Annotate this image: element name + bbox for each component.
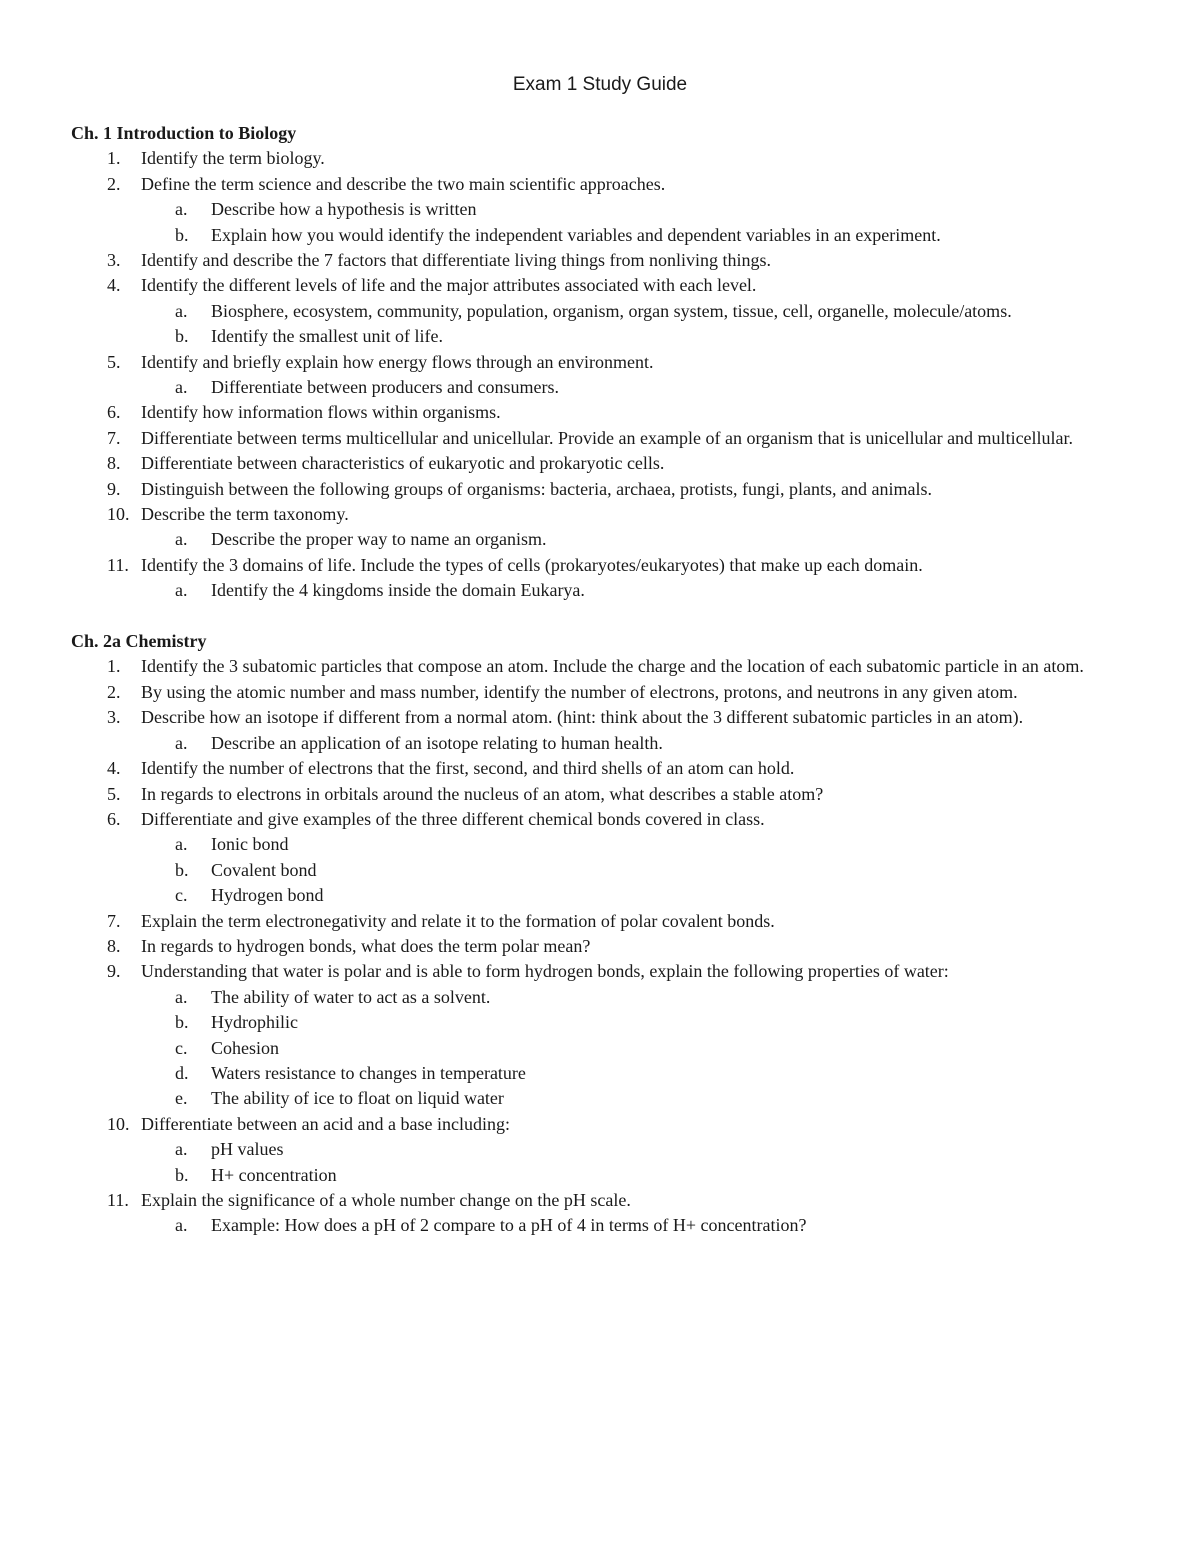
list-item: [71, 451, 1131, 476]
sub-item: [71, 375, 1131, 400]
item-number: 10.: [107, 504, 130, 525]
item-number: 4.: [107, 275, 121, 296]
sub-item-text: pH values: [211, 1139, 284, 1160]
sub-item: [71, 832, 1131, 857]
sub-item-text: Biosphere, ecosystem, community, population, organism, organ system, tissue, cell, organelle, molecule/atoms.: [211, 300, 1012, 321]
sub-item-letter: c.: [175, 1037, 188, 1058]
item-text: By using the atomic number and mass number, identify the number of electrons, protons, and neutrons in any given atom.: [141, 681, 1018, 702]
item-number: 2.: [107, 681, 121, 702]
sub-item-letter: a.: [175, 529, 188, 550]
sub-item-letter: a.: [175, 986, 188, 1007]
item-number: 5.: [107, 783, 121, 804]
item-text: Identify the 3 domains of life. Include the types of cells (prokaryotes/eukaryotes) that make up each domain.: [141, 554, 923, 575]
list-item: [71, 705, 1131, 730]
list-item: [71, 172, 1131, 197]
sub-item-letter: a.: [175, 300, 188, 321]
list-item: [71, 807, 1131, 832]
item-text: Explain the term electronegativity and relate it to the formation of polar covalent bonds.: [141, 910, 775, 931]
item-text: Differentiate and give examples of the three different chemical bonds covered in class.: [141, 808, 765, 829]
item-text: Differentiate between characteristics of eukaryotic and prokaryotic cells.: [141, 453, 665, 474]
sub-item: [71, 299, 1131, 324]
item-text: Identify the term biology.: [141, 148, 325, 169]
list-item: [71, 680, 1131, 705]
sub-item-letter: a.: [175, 834, 188, 855]
item-text: Understanding that water is polar and is able to form hydrogen bonds, explain the following properties of water:: [141, 961, 949, 982]
item-number: 8.: [107, 453, 121, 474]
list-item: [71, 426, 1131, 451]
list-item: [71, 756, 1131, 781]
item-text: Identify how information flows within organisms.: [141, 402, 501, 423]
item-number: 2.: [107, 173, 121, 194]
section-heading: Ch. 2a Chemistry: [71, 631, 207, 652]
sub-item-text: Covalent bond: [211, 859, 317, 880]
document-title: Exam 1 Study Guide: [512, 74, 688, 95]
item-text: In regards to electrons in orbitals around the nucleus of an atom, what describes a stable atom?: [141, 783, 824, 804]
sub-item: [71, 883, 1131, 908]
sub-item-text: Cohesion: [211, 1037, 280, 1058]
sub-item-letter: a.: [175, 732, 188, 753]
item-text: Differentiate between terms multicellular and unicellular. Provide an example of an organism that is unicellular and multicellular.: [141, 427, 1074, 448]
item-number: 9.: [107, 478, 121, 499]
sub-item-letter: c.: [175, 885, 188, 906]
section-heading: Ch. 1 Introduction to Biology: [71, 123, 297, 143]
sub-item-text: H+ concentration: [211, 1164, 337, 1185]
sub-item-letter: b.: [175, 859, 189, 880]
list-item: [71, 350, 1131, 375]
item-text: Distinguish between the following groups of organisms: bacteria, archaea, protists, fungi, plants, and animals.: [141, 478, 932, 499]
sub-item-text: Identify the 4 kingdoms inside the domain Eukarya.: [211, 580, 585, 601]
sub-item: [71, 858, 1131, 883]
item-number: 6.: [107, 808, 121, 829]
sub-item-letter: b.: [175, 326, 189, 347]
sub-item-text: Ionic bond: [211, 834, 289, 855]
sub-item: [71, 1061, 1131, 1086]
sub-item-letter: b.: [175, 1012, 189, 1033]
sub-item: [71, 1137, 1131, 1162]
item-number: 5.: [107, 351, 121, 372]
sub-item-text: The ability of ice to float on liquid water: [211, 1088, 504, 1109]
list-item: [71, 248, 1131, 273]
item-number: 7.: [107, 427, 121, 448]
list-item: [71, 1112, 1131, 1137]
sub-item-text: Hydrogen bond: [211, 885, 324, 906]
list-item: [71, 477, 1131, 502]
sub-item: [71, 1086, 1131, 1111]
sub-item-text: Differentiate between producers and consumers.: [211, 377, 560, 398]
sub-item: [71, 1163, 1131, 1188]
sub-item-text: Hydrophilic: [211, 1012, 298, 1033]
sub-item: [71, 1213, 1131, 1238]
item-text: Describe how an isotope if different from a normal atom. (hint: think about the 3 different subatomic particles in an atom).: [141, 707, 1024, 728]
item-number: 9.: [107, 961, 121, 982]
sub-item-text: Example: How does a pH of 2 compare to a pH of 4 in terms of H+ concentration?: [211, 1215, 807, 1236]
sub-item: [71, 324, 1131, 349]
item-number: 8.: [107, 935, 121, 956]
sub-item-text: The ability of water to act as a solvent.: [211, 986, 491, 1007]
item-text: Explain the significance of a whole number change on the pH scale.: [141, 1190, 631, 1211]
list-item: [71, 654, 1131, 679]
section-spacer: [71, 604, 1131, 629]
list-item: [71, 146, 1131, 171]
item-number: 1.: [107, 656, 121, 677]
item-number: 7.: [107, 910, 121, 931]
item-text: Differentiate between an acid and a base including:: [141, 1113, 511, 1134]
sub-item-letter: e.: [175, 1088, 188, 1109]
sub-item-letter: a.: [175, 1139, 188, 1160]
sub-item: [71, 527, 1131, 552]
item-text: Identify the number of electrons that the first, second, and third shells of an atom can hold.: [141, 758, 795, 779]
sub-item-letter: a.: [175, 377, 188, 398]
list-item: [71, 502, 1131, 527]
sub-item-letter: b.: [175, 224, 189, 245]
list-item: [71, 553, 1131, 578]
sub-item-text: Describe how a hypothesis is written: [211, 199, 477, 220]
item-text: Identify the different levels of life and the major attributes associated with each level.: [141, 275, 757, 296]
item-text: Identify the 3 subatomic particles that compose an atom. Include the charge and the location of each subatomic particle in an atom.: [141, 656, 1084, 677]
sub-item-text: Describe the proper way to name an organism.: [211, 529, 547, 550]
sub-item-letter: d.: [175, 1062, 189, 1083]
sub-item-text: Explain how you would identify the independent variables and dependent variables in an experiment.: [211, 224, 941, 245]
item-number: 6.: [107, 402, 121, 423]
item-text: Describe the term taxonomy.: [141, 504, 349, 525]
list-item: [71, 934, 1131, 959]
item-text: Define the term science and describe the two main scientific approaches.: [141, 173, 666, 194]
item-text: Identify and briefly explain how energy flows through an environment.: [141, 351, 654, 372]
list-item: [71, 273, 1131, 298]
list-item: [71, 782, 1131, 807]
sub-item: [71, 197, 1131, 222]
list-item: [71, 1188, 1131, 1213]
item-number: 4.: [107, 758, 121, 779]
list-item: [71, 909, 1131, 934]
sub-item-text: Waters resistance to changes in temperature: [211, 1062, 526, 1083]
item-number: 3.: [107, 707, 121, 728]
sub-item: [71, 985, 1131, 1010]
sub-item-letter: a.: [175, 580, 188, 601]
item-text: Identify and describe the 7 factors that differentiate living things from nonliving things.: [141, 250, 772, 271]
section: [71, 121, 1131, 604]
sub-item: [71, 1036, 1131, 1061]
section: [71, 629, 1131, 1239]
item-number: 11.: [107, 1190, 129, 1211]
sub-item: [71, 578, 1131, 603]
document-body: [71, 121, 1131, 1239]
item-number: 3.: [107, 250, 121, 271]
item-number: 10.: [107, 1113, 130, 1134]
sub-item-letter: a.: [175, 1215, 188, 1236]
item-number: 1.: [107, 148, 121, 169]
item-text: In regards to hydrogen bonds, what does the term polar mean?: [141, 935, 591, 956]
list-item: [71, 400, 1131, 425]
list-item: [71, 959, 1131, 984]
sub-item-text: Identify the smallest unit of life.: [211, 326, 443, 347]
sub-item: [71, 223, 1131, 248]
sub-item-letter: b.: [175, 1164, 189, 1185]
sub-item: [71, 1010, 1131, 1035]
item-number: 11.: [107, 554, 129, 575]
sub-item-letter: a.: [175, 199, 188, 220]
sub-item: [71, 731, 1131, 756]
sub-item-text: Describe an application of an isotope relating to human health.: [211, 732, 663, 753]
